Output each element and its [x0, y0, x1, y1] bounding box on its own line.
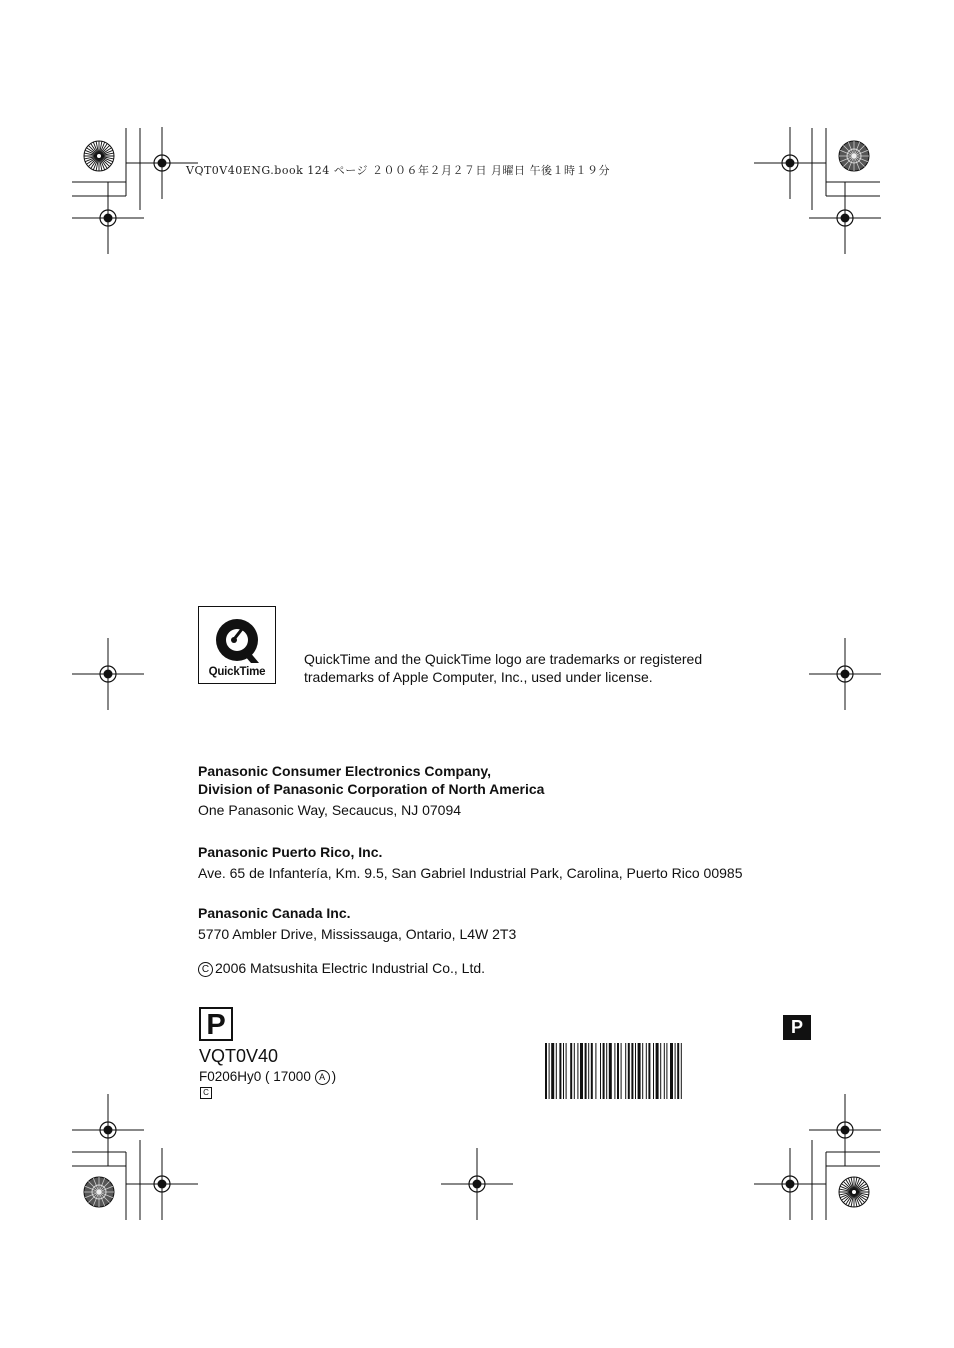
company-name: Panasonic Canada Inc. [198, 905, 351, 921]
company-block-canada [198, 904, 516, 943]
barcode-bar [625, 1043, 626, 1099]
trademark-notice: QuickTime and the QuickTime logo are trademarks or registered trademarks of Apple Computer, Inc., used under license. [304, 651, 703, 685]
barcode-bar [600, 1043, 601, 1099]
copyright-icon: C [198, 962, 213, 977]
barcode-bar [617, 1043, 619, 1099]
quicktime-q-icon [199, 611, 275, 667]
barcode-bar [577, 1043, 578, 1099]
company-name: Panasonic Consumer Electronics Company, [198, 763, 492, 779]
barcode-bar [606, 1043, 607, 1099]
barcode-bar [563, 1043, 564, 1099]
barcode-bar [675, 1043, 676, 1099]
barcode-bar [648, 1043, 650, 1099]
company-block-usa [198, 762, 544, 819]
quicktime-logo [198, 606, 276, 684]
print-code [199, 1069, 336, 1085]
barcode-bar [666, 1043, 667, 1099]
barcode-bar [595, 1043, 596, 1099]
barcode-bar [656, 1043, 659, 1099]
company-address: 5770 Ambler Drive, Mississauga, Ontario, L4W 2T3 [198, 926, 517, 942]
p-mark-box: P [199, 1007, 233, 1041]
barcode-icon [545, 1043, 751, 1099]
barcode-bar [591, 1043, 593, 1099]
barcode-bar [646, 1043, 647, 1099]
barcode-bar [588, 1043, 589, 1099]
barcode-bar [642, 1043, 643, 1099]
barcode-bar [631, 1043, 633, 1099]
barcode-bar [681, 1043, 682, 1099]
company-address: One Panasonic Way, Secaucus, NJ 07094 [198, 802, 462, 818]
print-code-text: F0206Hy0 ( 17000 [199, 1069, 311, 1084]
copyright-text: 2006 Matsushita Electric Industrial Co., Ltd. [215, 960, 486, 976]
barcode-bar [556, 1043, 557, 1099]
company-division: Division of Panasonic Corporation of North America [198, 781, 545, 797]
barcode-bar [566, 1043, 567, 1099]
barcode-bar [614, 1043, 615, 1099]
barcode-bar [621, 1043, 622, 1099]
barcode-bar [570, 1043, 572, 1099]
circled-a-icon: A [315, 1070, 330, 1085]
barcode-bar [551, 1043, 554, 1099]
barcode-bar [670, 1043, 673, 1099]
company-block-puerto-rico [198, 843, 743, 882]
barcode-bar [609, 1043, 612, 1099]
barcode-bar [628, 1043, 630, 1099]
c-mark-box: C [200, 1087, 212, 1099]
barcode-bar [664, 1043, 665, 1099]
barcode-bar [603, 1043, 605, 1099]
barcode-bar [653, 1043, 654, 1099]
p-badge: P [783, 1015, 811, 1040]
barcode-bar [660, 1043, 661, 1099]
copyright-line [198, 960, 485, 977]
barcode-bar [638, 1043, 641, 1099]
barcode-bar [580, 1043, 583, 1099]
model-number: VQT0V40 [199, 1046, 279, 1066]
barcode-bar [635, 1043, 636, 1099]
barcode-bar [574, 1043, 575, 1099]
barcode-bar [545, 1043, 547, 1099]
barcode-bar [549, 1043, 550, 1099]
print-code-suffix: ) [331, 1069, 337, 1084]
quicktime-logo-text: QuickTime [208, 666, 266, 678]
barcode-bar [559, 1043, 561, 1099]
company-address: Ave. 65 de Infantería, Km. 9.5, San Gabriel Industrial Park, Carolina, Puerto Rico 00985 [198, 865, 743, 881]
barcode-bar [677, 1043, 679, 1099]
print-info-line: VQT0V40ENG.book 124 ページ ２００６年２月２７日 月曜日 午後１時１９分 [186, 164, 610, 177]
barcode-bar [585, 1043, 587, 1099]
company-name: Panasonic Puerto Rico, Inc. [198, 844, 383, 860]
